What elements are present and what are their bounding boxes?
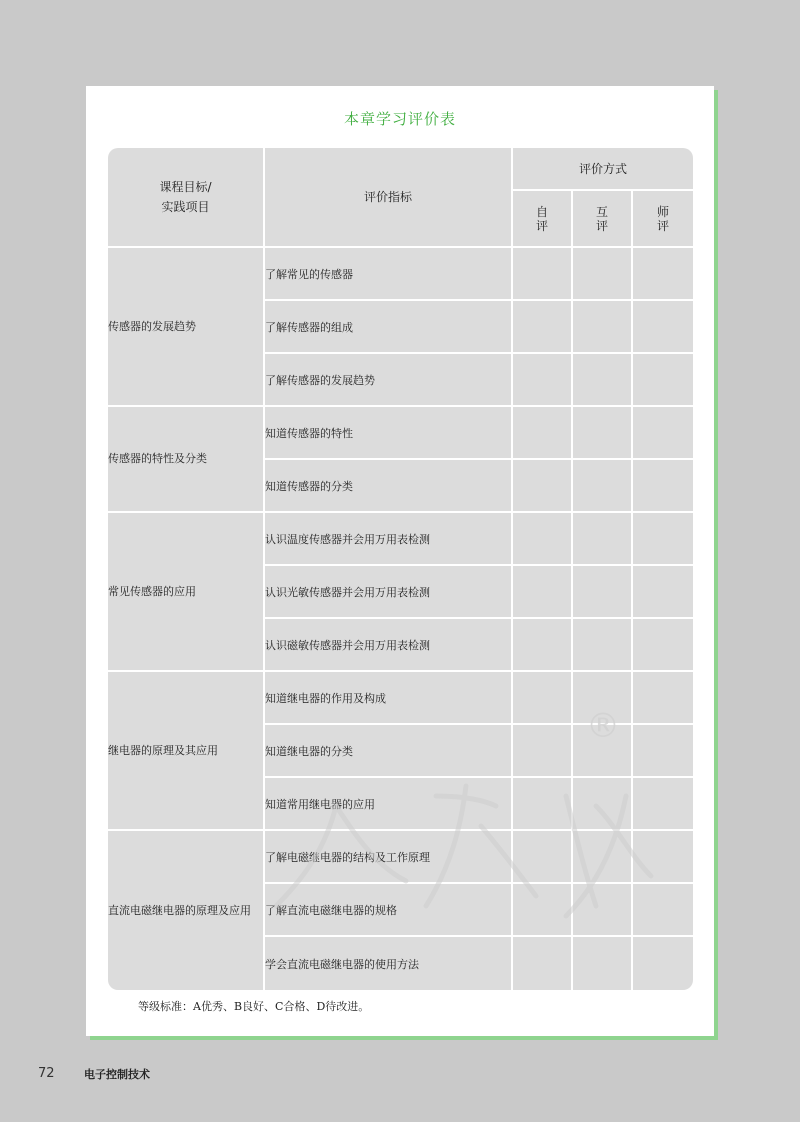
table-row xyxy=(108,831,693,884)
self-eval-cell[interactable] xyxy=(513,407,573,460)
peer-eval-cell[interactable] xyxy=(573,460,633,513)
self-eval-cell[interactable] xyxy=(513,301,573,354)
header-goal: 课程目标/ 实践项目 xyxy=(108,148,265,248)
goal-cell: 常见传感器的应用 xyxy=(108,513,265,672)
registered-mark: ® xyxy=(586,706,620,746)
teacher-eval-cell[interactable] xyxy=(633,884,693,937)
indicator-cell: 认识温度传感器并会用万用表检测 xyxy=(265,513,513,566)
page-number: 72 xyxy=(38,1066,55,1081)
self-eval-cell[interactable] xyxy=(513,566,573,619)
teacher-eval-cell[interactable] xyxy=(633,460,693,513)
indicator-cell: 知道传感器的分类 xyxy=(265,460,513,513)
self-eval-cell[interactable] xyxy=(513,460,573,513)
header-method: 评价方式 xyxy=(513,148,693,191)
teacher-eval-cell[interactable] xyxy=(633,301,693,354)
peer-eval-cell[interactable] xyxy=(573,884,633,937)
table-row xyxy=(108,513,693,566)
teacher-eval-cell[interactable] xyxy=(633,619,693,672)
teacher-eval-cell[interactable] xyxy=(633,248,693,301)
self-eval-cell[interactable] xyxy=(513,725,573,778)
indicator-cell: 了解电磁继电器的结构及工作原理 xyxy=(265,831,513,884)
goal-cell: 传感器的特性及分类 xyxy=(108,407,265,513)
evaluation-card xyxy=(86,86,714,1036)
peer-eval-cell[interactable] xyxy=(573,354,633,407)
header-teacher: 师 评 xyxy=(633,191,693,248)
indicator-cell: 了解传感器的发展趋势 xyxy=(265,354,513,407)
evaluation-table xyxy=(108,148,693,990)
card-title: 本章学习评价表 xyxy=(343,110,456,128)
self-eval-cell[interactable] xyxy=(513,354,573,407)
peer-eval-cell[interactable] xyxy=(573,831,633,884)
teacher-eval-cell[interactable] xyxy=(633,354,693,407)
peer-eval-cell[interactable] xyxy=(573,566,633,619)
peer-eval-cell[interactable] xyxy=(573,407,633,460)
teacher-eval-cell[interactable] xyxy=(633,831,693,884)
peer-eval-cell[interactable] xyxy=(573,248,633,301)
indicator-cell: 知道继电器的作用及构成 xyxy=(265,672,513,725)
peer-eval-cell[interactable] xyxy=(573,619,633,672)
header-peer: 互 评 xyxy=(573,191,633,248)
teacher-eval-cell[interactable] xyxy=(633,407,693,460)
indicator-cell: 知道常用继电器的应用 xyxy=(265,778,513,831)
self-eval-cell[interactable] xyxy=(513,513,573,566)
indicator-cell: 了解传感器的组成 xyxy=(265,301,513,354)
peer-eval-cell[interactable] xyxy=(573,513,633,566)
goal-cell: 继电器的原理及其应用 xyxy=(108,672,265,831)
teacher-eval-cell[interactable] xyxy=(633,937,693,990)
teacher-eval-cell[interactable] xyxy=(633,566,693,619)
teacher-eval-cell[interactable] xyxy=(633,513,693,566)
self-eval-cell[interactable] xyxy=(513,778,573,831)
teacher-eval-cell[interactable] xyxy=(633,778,693,831)
self-eval-cell[interactable] xyxy=(513,831,573,884)
indicator-cell: 知道继电器的分类 xyxy=(265,725,513,778)
indicator-cell: 了解直流电磁继电器的规格 xyxy=(265,884,513,937)
indicator-cell: 学会直流电磁继电器的使用方法 xyxy=(265,937,513,990)
indicator-cell: 了解常见的传感器 xyxy=(265,248,513,301)
self-eval-cell[interactable] xyxy=(513,672,573,725)
indicator-cell: 认识光敏传感器并会用万用表检测 xyxy=(265,566,513,619)
peer-eval-cell[interactable] xyxy=(573,778,633,831)
indicator-cell: 知道传感器的特性 xyxy=(265,407,513,460)
self-eval-cell[interactable] xyxy=(513,884,573,937)
book-title: 电子控制技术 xyxy=(84,1068,150,1081)
goal-cell: 传感器的发展趋势 xyxy=(108,248,265,407)
header-self: 自 评 xyxy=(513,191,573,248)
indicator-cell: 认识磁敏传感器并会用万用表检测 xyxy=(265,619,513,672)
peer-eval-cell[interactable] xyxy=(573,937,633,990)
self-eval-cell[interactable] xyxy=(513,248,573,301)
header-indicator: 评价指标 xyxy=(265,148,513,248)
teacher-eval-cell[interactable] xyxy=(633,725,693,778)
teacher-eval-cell[interactable] xyxy=(633,672,693,725)
grading-standard-note: 等级标准：A优秀、B良好、C合格、D待改进。 xyxy=(138,1000,370,1013)
self-eval-cell[interactable] xyxy=(513,619,573,672)
goal-cell: 直流电磁继电器的原理及应用 xyxy=(108,831,265,990)
table-row xyxy=(108,248,693,301)
self-eval-cell[interactable] xyxy=(513,937,573,990)
peer-eval-cell[interactable] xyxy=(573,301,633,354)
table-row xyxy=(108,407,693,460)
